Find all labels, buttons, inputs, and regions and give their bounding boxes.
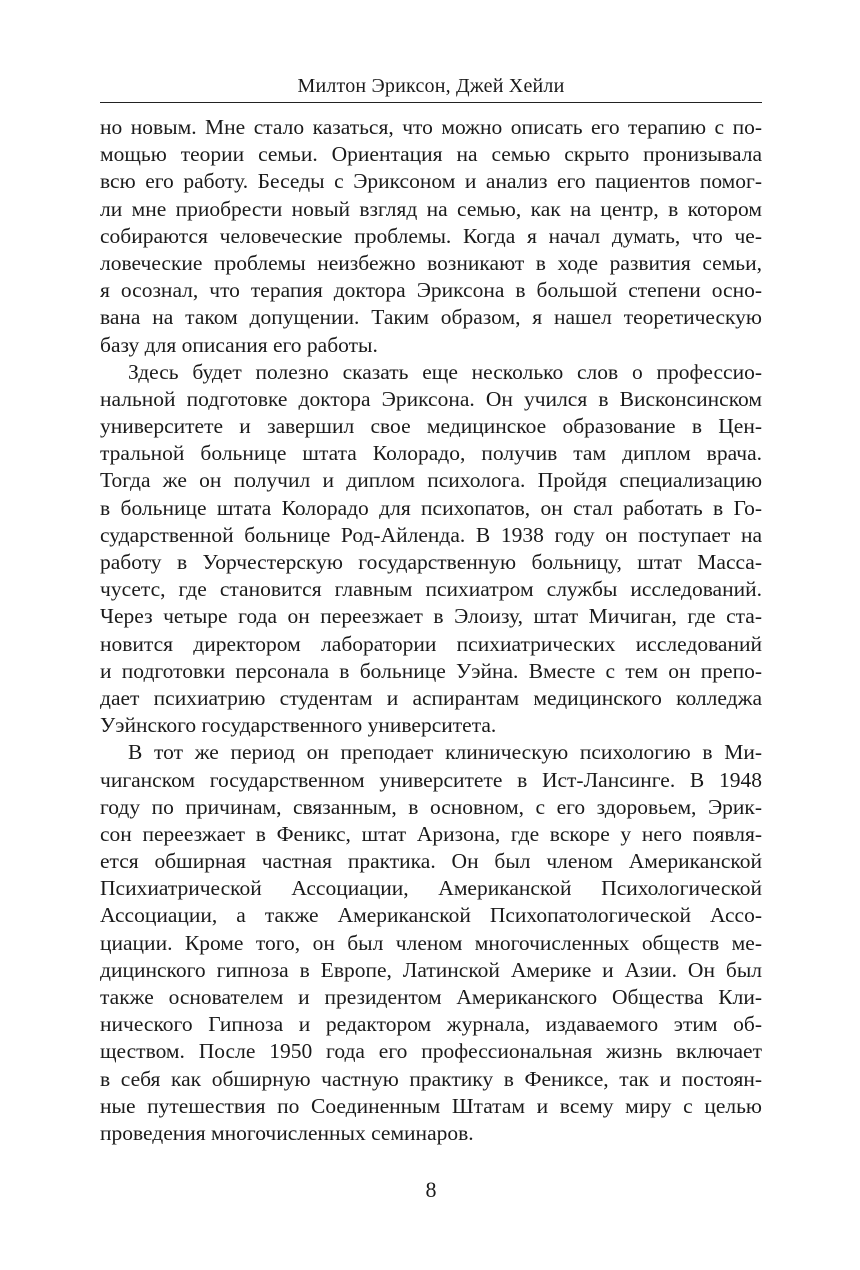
text-line: циации. Кроме того, он был членом многочисленных обществ ме-: [100, 930, 762, 955]
text-line: базу для описания его работы.: [100, 332, 378, 357]
text-line: Через четыре года он переезжает в Элоизу, штат Мичиган, где ста-: [100, 604, 762, 629]
text-line: мощью теории семьи. Ориентация на семью скрыто пронизывала: [100, 142, 762, 167]
text-line: дает психиатрию студентам и аспирантам медицинского колледжа: [100, 685, 762, 710]
text-line: я осознал, что терапия доктора Эриксона в большой степени осно-: [100, 278, 762, 303]
text-line: нальной подготовке доктора Эриксона. Он учился в Висконсинском: [100, 386, 762, 411]
text-line: дицинского гипноза в Европе, Латинской Америке и Азии. Он был: [100, 957, 762, 982]
text-line: также основателем и президентом Американского Общества Кли-: [100, 985, 762, 1009]
text-line: университете и завершил свое медицинское образование в Цен-: [100, 414, 762, 439]
text-line: чусетс, где становится главным психиатром службы исследований.: [100, 577, 762, 602]
text-line: тральной больнице штата Колорадо, получив там диплом врача.: [100, 441, 762, 466]
text-line: ловеческие проблемы неизбежно возникают в ходе развития семьи,: [100, 250, 762, 275]
text-line: проведения многочисленных семинаров.: [100, 1120, 474, 1145]
text-line: и подготовки персонала в больнице Уэйна. Вместе с тем он препо-: [100, 658, 762, 683]
text-line: Тогда же он получил и диплом психолога. Пройдя специализацию: [100, 468, 762, 493]
text-line: чиганском государственном университете в Ист-Лансинге. В 1948: [100, 767, 762, 792]
text-line: ется обширная частная практика. Он был членом Американской: [100, 849, 762, 874]
text-line: В тот же период он преподает клиническую психологию в Ми-: [128, 740, 762, 765]
text-line: новится директором лаборатории психиатрических исследований: [100, 631, 762, 656]
text-line: ные путешествия по Соединенным Штатам и всему миру с целью: [100, 1093, 762, 1118]
running-header: Милтон Эриксон, Джей Хейли: [100, 70, 762, 103]
page-number: 8: [425, 1177, 437, 1202]
paragraph: [100, 114, 762, 359]
paragraph: [100, 359, 762, 740]
text-line: в больнице штата Колорадо для психопатов, он стал работать в Го-: [100, 495, 762, 520]
text-line: году по причинам, связанным, в основном, с его здоровьем, Эрик-: [100, 794, 762, 819]
text-line: сон переезжает в Феникс, штат Аризона, где вскоре у него появля-: [100, 821, 762, 846]
text-line: в себя как обширную частную практику в Фениксе, так и постоян-: [100, 1066, 762, 1091]
text-line: собираются человеческие проблемы. Когда я начал думать, что че-: [100, 223, 762, 248]
text-line: ли мне приобрести новый взгляд на семью, как на центр, в котором: [100, 196, 762, 221]
text-line: всю его работу. Беседы с Эриксоном и анализ его пациентов помог-: [100, 169, 762, 194]
text-line: Здесь будет полезно сказать еще несколько слов о профессио-: [128, 359, 762, 384]
text-line: Психиатрической Ассоциации, Американской Психологической: [100, 876, 762, 901]
text-line: нического Гипноза и редактором журнала, издаваемого этим об-: [100, 1012, 762, 1037]
paragraph: [100, 739, 762, 1147]
text-line: сударственной больнице Род-Айленда. В 1938 году он поступает на: [100, 522, 762, 547]
text-line: Уэйнского государственного университета.: [100, 713, 497, 738]
text-line: работу в Уорчестерскую государственную больницу, штат Масса-: [100, 550, 762, 574]
text-line: но новым. Мне стало казаться, что можно описать его терапию с по-: [100, 115, 762, 139]
text-line: Ассоциации, а также Американской Психопатологической Ассо-: [100, 903, 762, 928]
text-line: ществом. После 1950 года его профессиональная жизнь включает: [100, 1039, 762, 1064]
text-line: вана на таком допущении. Таким образом, я нашел теоретическую: [100, 305, 762, 330]
body-text: [100, 114, 762, 1147]
